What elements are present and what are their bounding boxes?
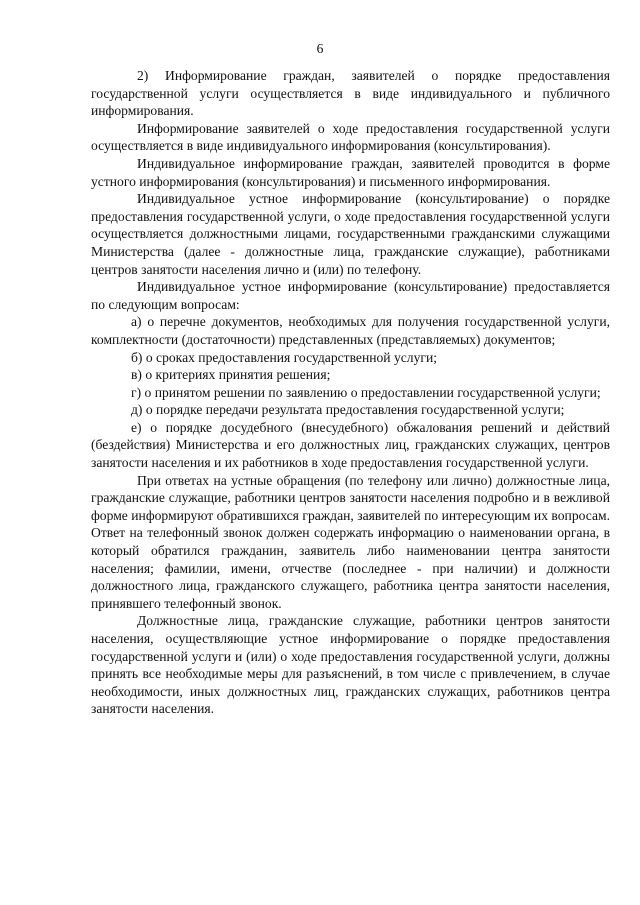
paragraph-officials-duties: Должностные лица, гражданские служащие, работники центров занятости населения, осуществляющие устное информирование о порядке предоставления государственной услуги и (или) о ходе предоставления государственной услуги, должны принять все необходимые меры для разъяснений, в том числе с привлечением, в случае необходимости, иных должностных лиц, гражданских служащих, работников центра занятости населения. [91,613,610,717]
list-item-d: д) о порядке передачи результата предоставления государственной услуги; [131,402,565,418]
paragraph-individual-informing: Индивидуальное информирование граждан, заявителей проводится в форме устного информирования (консультирования) и письменного информирования. [91,155,610,189]
paragraph-oral-responses: При ответах на устные обращения (по телефону или лично) должностные лица, гражданские служащие, работники центров занятости населения подробно и в вежливой форме информируют обратившихся граждан, заявителей по интересующим их вопросам. Ответ на телефонный звонок должен содержать информацию о наименовании органа, в который обратился гражданин, заявитель либо наименовании центра занятости населения; фамилии, имени, отчестве (последнее - при наличии) и должности должностного лица, гражданского служащего, работника центра занятости населения, принявшего телефонный звонок. [91,472,610,611]
document-body [91,67,610,718]
list-item-v: в) о критериях принятия решения; [131,367,331,383]
paragraph-consulting-questions: Индивидуальное устное информирование (консультирование) предоставляется по следующим вопросам: [91,279,610,312]
list-item-b: б) о сроках предоставления государственной услуги; [131,349,438,365]
list-item-a: а) о перечне документов, необходимых для получения государственной услуги, комплектности (достаточности) представленных (представляемых) документов; [91,314,610,347]
page-number: 6 [316,41,324,56]
list-item-g: г) о принятом решении по заявлению о предоставлении государственной услуги; [131,384,601,400]
paragraph-progress-informing: Информирование заявителей о ходе предоставления государственной услуги осуществляется в виде индивидуального информирования (консультирования). [91,120,610,154]
list-item-e: е) о порядке досудебного (внесудебного) обжалования решений и действий (бездействия) Министерства и его должностных лиц, гражданских служащих, центров занятости населения и их работников в ходе предоставления государственной услуги. [91,419,610,471]
paragraph-oral-consulting: Индивидуальное устное информирование (консультирование) о порядке предоставления государственной услуги, о ходе предоставления государственной услуги осуществляется должностными лицами, государственными гражданскими служащими Министерства (далее - должностные лица, гражданские служащие), работниками центров занятости населения лично и (или) по телефону. [91,191,610,277]
paragraph-informing-forms: 2) Информирование граждан, заявителей о порядке предоставления государственной услуги осуществляется в виде индивидуального и публичного информирования. [91,68,610,119]
